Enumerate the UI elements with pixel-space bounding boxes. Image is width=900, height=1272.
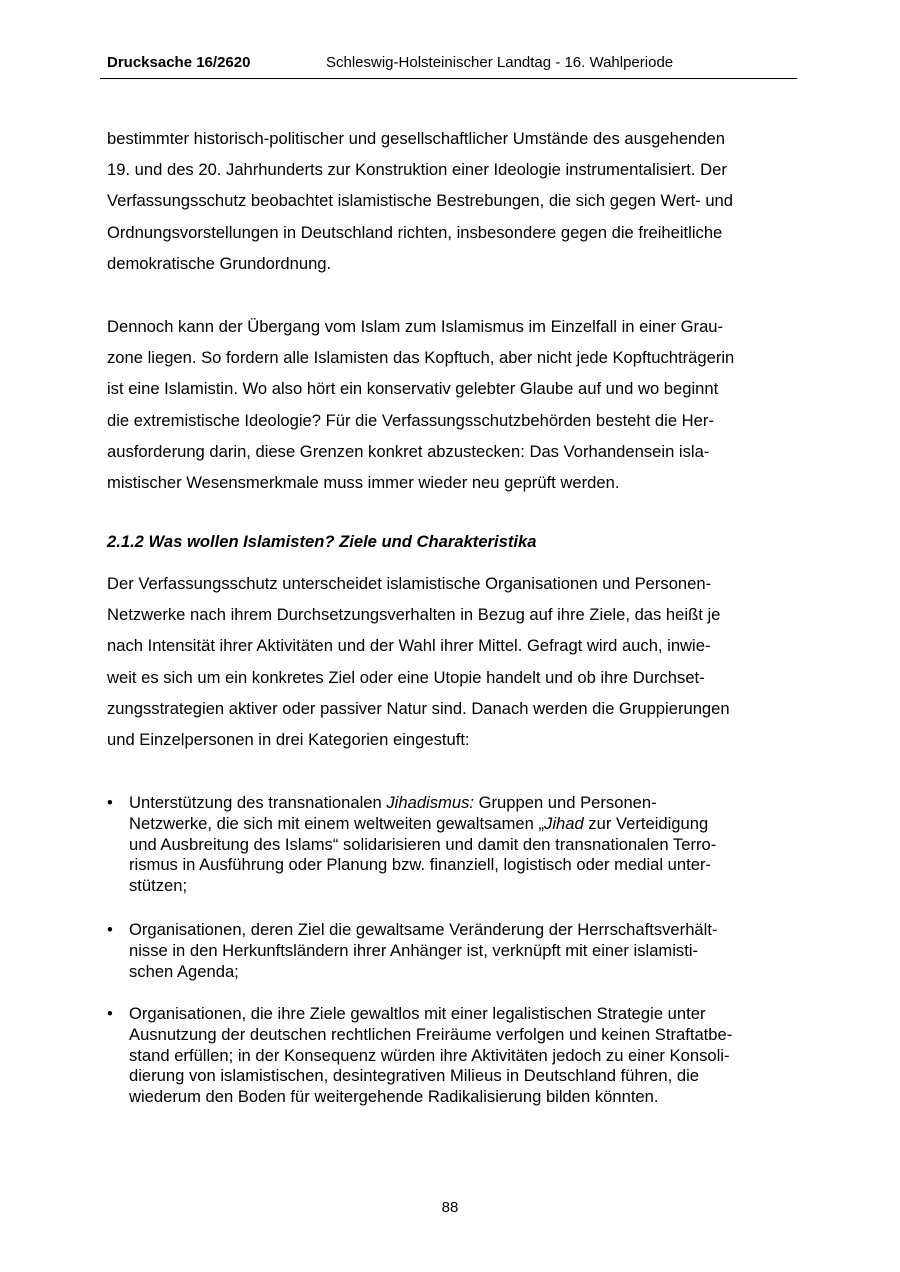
text-line: ist eine Islamistin. Wo also hört ein konservativ gelebter Glaube auf und wo beginnt xyxy=(107,379,719,399)
text-line: weit es sich um ein konkretes Ziel oder eine Utopie handelt und ob ihre Durchset- xyxy=(107,667,705,687)
text-line: ausforderung darin, diese Grenzen konkret abzustecken: Das Vorhandensein isla- xyxy=(107,441,710,461)
text-line: stützen; xyxy=(129,876,188,896)
text-line: stand erfüllen; in der Konsequenz würden ihre Aktivitäten jedoch zu einer Konsoli- xyxy=(129,1045,730,1065)
text-line: Netzwerke nach ihrem Durchsetzungsverhalten in Bezug auf ihre Ziele, das heißt je xyxy=(107,605,721,625)
text-line: und Ausbreitung des Islams“ solidarisieren und damit den transnationalen Terro- xyxy=(129,834,717,854)
text-line: Ausnutzung der deutschen rechtlichen Freiräume verfolgen und keinen Straftatbe- xyxy=(129,1024,733,1044)
text-line: nach Intensität ihrer Aktivitäten und der Wahl ihrer Mittel. Gefragt wird auch, inwie- xyxy=(107,636,711,656)
text-line: 19. und des 20. Jahrhunderts zur Konstruktion einer Ideologie instrumentalisiert. Der xyxy=(107,160,727,180)
parliament-title: Schleswig-Holsteinischer Landtag - 16. Wahlperiode xyxy=(326,54,674,71)
text-line: mistischer Wesensmerkmale muss immer wieder neu geprüft werden. xyxy=(107,473,620,493)
text-line: die extremistische Ideologie? Für die Verfassungsschutzbehörden besteht die Her- xyxy=(107,410,714,430)
text-line: demokratische Grundordnung. xyxy=(107,253,332,273)
bullet-icon: • xyxy=(107,1004,113,1023)
text-line: Organisationen, deren Ziel die gewaltsame Veränderung der Herrschaftsverhält- xyxy=(129,920,718,939)
text-line: wiederum den Boden für weitergehende Radikalisierung bilden könnten. xyxy=(129,1087,659,1107)
text-line: Ordnungsvorstellungen in Deutschland richten, insbesondere gegen die freiheitliche xyxy=(107,222,723,242)
text-line: schen Agenda; xyxy=(129,961,239,981)
text-line: Netzwerke, die sich mit einem weltweiten gewaltsamen „Jihad zur Verteidigung xyxy=(129,813,709,833)
text-line: rismus in Ausführung oder Planung bzw. finanziell, logistisch oder medial unter- xyxy=(129,855,712,875)
text-line: Dennoch kann der Übergang vom Islam zum Islamismus im Einzelfall in einer Grau- xyxy=(107,317,724,336)
bullet-icon: • xyxy=(107,920,113,939)
text-line: Unterstützung des transnationalen Jihadismus: Gruppen und Personen- xyxy=(129,793,657,812)
text-line: Verfassungsschutz beobachtet islamistische Bestrebungen, die sich gegen Wert- und xyxy=(107,191,734,211)
paragraph-ideology xyxy=(107,123,807,279)
paragraph-categories xyxy=(107,568,807,755)
text-line: und Einzelpersonen in drei Kategorien eingestuft: xyxy=(107,730,470,750)
text-line: bestimmter historisch-politischer und gesellschaftlicher Umstände des ausgehenden xyxy=(107,129,725,148)
section-heading: 2.1.2 Was wollen Islamisten? Ziele und Charakteristika xyxy=(107,532,537,551)
text-line: zone liegen. So fordern alle Islamisten das Kopftuch, aber nicht jede Kopftuchträgerin xyxy=(107,348,735,368)
text-line: Der Verfassungsschutz unterscheidet islamistische Organisationen und Personen- xyxy=(107,574,712,593)
text-line: nisse in den Herkunftsländern ihrer Anhänger ist, verknüpft mit einer islamisti- xyxy=(129,940,699,960)
bullet-icon: • xyxy=(107,793,113,812)
document-number: Drucksache 16/2620 xyxy=(107,54,251,71)
page-header xyxy=(100,52,797,79)
text-line: dierung von islamistischen, desintegrativen Milieus in Deutschland führen, die xyxy=(129,1066,700,1086)
paragraph-grey-zone xyxy=(107,311,807,498)
text-line: Organisationen, die ihre Ziele gewaltlos mit einer legalistischen Strategie unter xyxy=(129,1004,706,1023)
page-number: 88 xyxy=(441,1199,459,1216)
text-line: zungsstrategien aktiver oder passiver Natur sind. Danach werden die Gruppierungen xyxy=(107,698,730,718)
